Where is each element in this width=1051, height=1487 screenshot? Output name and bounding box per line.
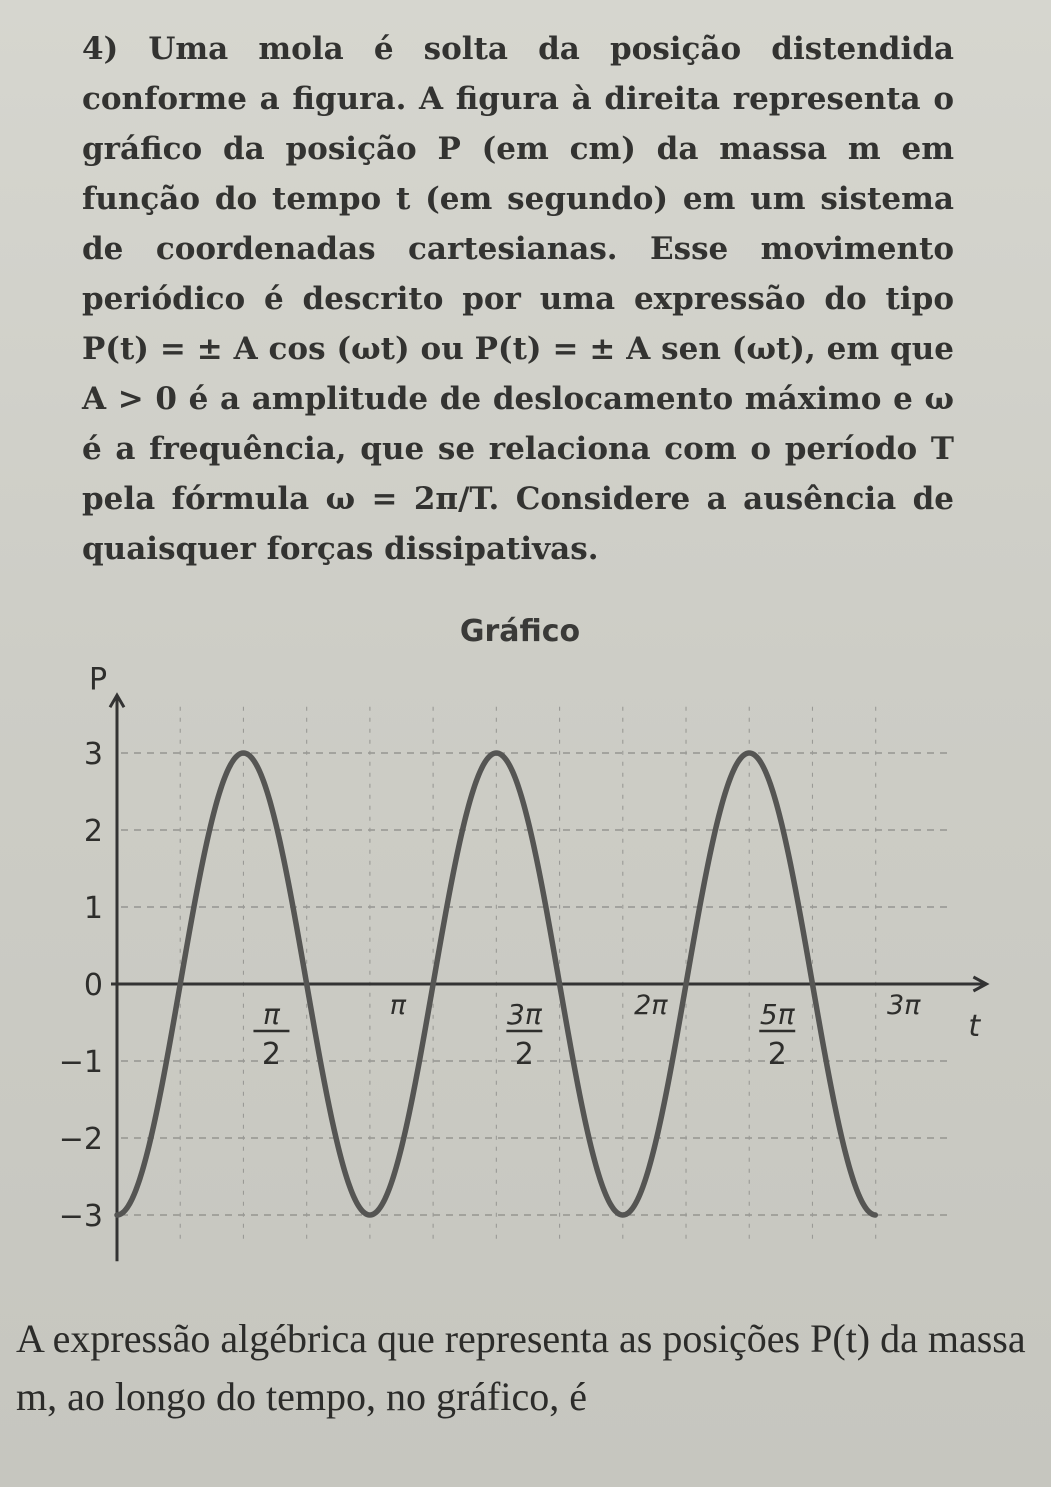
chart-grid (121, 707, 950, 1246)
chart-container (40, 600, 1000, 1290)
question-statement: A expressão algébrica que representa as posições P(t) da massa m, ao longo do tempo, no gráfico, é (16, 1316, 1026, 1419)
y-tick-label: −2 (58, 1122, 103, 1157)
x-tick-label (253, 998, 289, 1072)
x-tick-label (887, 990, 921, 1021)
x-tick-denominator: 2 (767, 1037, 787, 1072)
problem-statement: 4) Uma mola é solta da posição distendida conforme a figura. A figura à direita representa o gráfico da posição P (em cm) da massa m em função do tempo t (em segundo) em um sistema de coordenadas cartesianas. Esse movimento periódico é descrito por uma expressão do tipo P(t) = ± A cos (ωt) ou P(t) = ± A sen (ωt), em que A > 0 é a amplitude de deslocamento máximo e ω é a frequência, que se relaciona com o período T pela fórmula ω = 2π/T. Considere a ausência de quaisquer forças dissipativas. (82, 31, 954, 567)
y-tick-label: 3 (83, 737, 103, 772)
y-tick-label: 1 (83, 891, 103, 926)
y-axis-label: P (89, 662, 108, 698)
y-tick-label: −1 (58, 1045, 103, 1080)
x-tick-numerator: 3π (507, 998, 542, 1031)
x-tick-numerator: π (389, 990, 407, 1021)
x-tick-numerator: 2π (634, 990, 668, 1021)
y-tick-label: 2 (83, 814, 103, 849)
position-time-chart (40, 600, 1000, 1290)
chart-title: Gráfico (459, 614, 581, 649)
x-tick-numerator: π (263, 998, 280, 1031)
x-tick-label (390, 990, 407, 1021)
x-tick-denominator: 2 (514, 1037, 534, 1072)
x-tick-numerator: 3π (886, 990, 921, 1021)
x-tick-denominator: 2 (261, 1037, 281, 1072)
y-tick-label: 0 (83, 968, 103, 1003)
x-tick-numerator: 5π (759, 998, 795, 1031)
x-axis-label: t (968, 1009, 981, 1044)
y-tick-label: −3 (58, 1199, 103, 1234)
x-tick-label (634, 990, 668, 1021)
